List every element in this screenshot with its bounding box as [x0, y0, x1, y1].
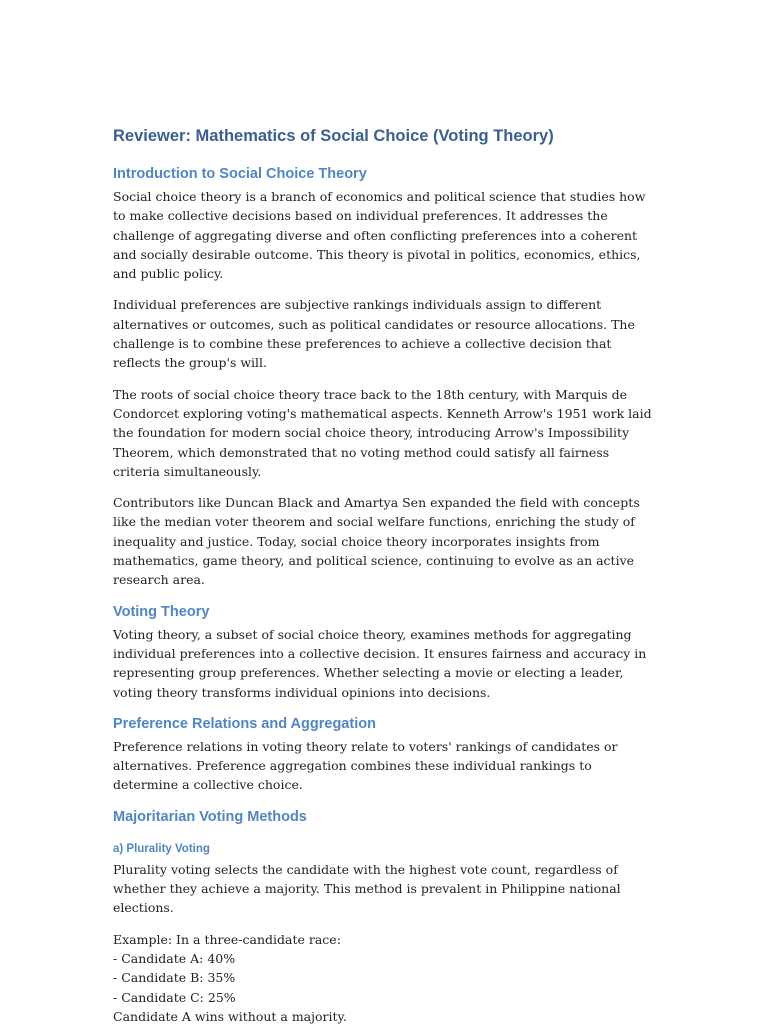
- example-line: Example: In a three-candidate race:: [113, 931, 341, 947]
- document-page: [113, 124, 658, 1026]
- example-line: Candidate A wins without a majority.: [113, 1008, 347, 1024]
- intro-paragraph-1: Social choice theory is a branch of economics and political science that studies how to make collective decisions based on individual preferences. It addresses the challenge of aggregating diverse and often conflicting preferences into a coherent and socially desirable outcome. This theory is pivotal in politics, economics, ethics, and public policy.: [113, 189, 646, 282]
- intro-paragraph-3: The roots of social choice theory trace back to the 18th century, with Marquis de Condorcet exploring voting's mathematical aspects. Kenneth Arrow's 1951 work laid the foundation for modern social choice theory, introducing Arrow's Impossibility Theorem, which demonstrated that no voting method could satisfy all fairness criteria simultaneously.: [113, 386, 652, 479]
- section-heading-intro: Introduction to Social Choice Theory: [113, 166, 367, 182]
- plurality-paragraph: Plurality voting selects the candidate with the highest vote count, regardless of whether they achieve a majority. This method is prevalent in Philippine national elections.: [113, 861, 621, 916]
- section-heading-preference: Preference Relations and Aggregation: [113, 715, 376, 732]
- preference-paragraph: Preference relations in voting theory relate to voters' rankings of candidates or alternatives. Preference aggregation combines these individual rankings to determine a collective choice.: [113, 738, 618, 793]
- example-line: - Candidate A: 40%: [113, 950, 236, 966]
- plurality-example: [113, 930, 658, 1026]
- voting-theory-paragraph: Voting theory, a subset of social choice theory, examines methods for aggregating individual preferences into a collective decision. It ensures fairness and accuracy in representing group preferences. Whether selecting a movie or electing a leader, voting theory transforms individual opinions into decisions.: [113, 626, 647, 700]
- section-heading-voting-theory: Voting Theory: [113, 603, 210, 620]
- intro-paragraph-2: Individual preferences are subjective rankings individuals assign to different alternatives or outcomes, such as political candidates or resource allocations. The challenge is to combine these preferences to achieve a collective decision that reflects the group's will.: [113, 297, 635, 371]
- example-line: - Candidate C: 25%: [113, 989, 236, 1005]
- section-heading-majoritarian: Majoritarian Voting Methods: [113, 808, 307, 825]
- document-title: Reviewer: Mathematics of Social Choice (Voting Theory): [113, 127, 554, 145]
- intro-paragraph-4: Contributors like Duncan Black and Amartya Sen expanded the field with concepts like the median voter theorem and social welfare functions, enriching the study of inequality and justice. Today, social choice theory incorporates insights from mathematics, game theory, and political science, continuing to evolve as an active research area.: [113, 495, 640, 588]
- example-line: - Candidate B: 35%: [113, 970, 236, 986]
- subheading-plurality-voting: a) Plurality Voting: [113, 842, 210, 855]
